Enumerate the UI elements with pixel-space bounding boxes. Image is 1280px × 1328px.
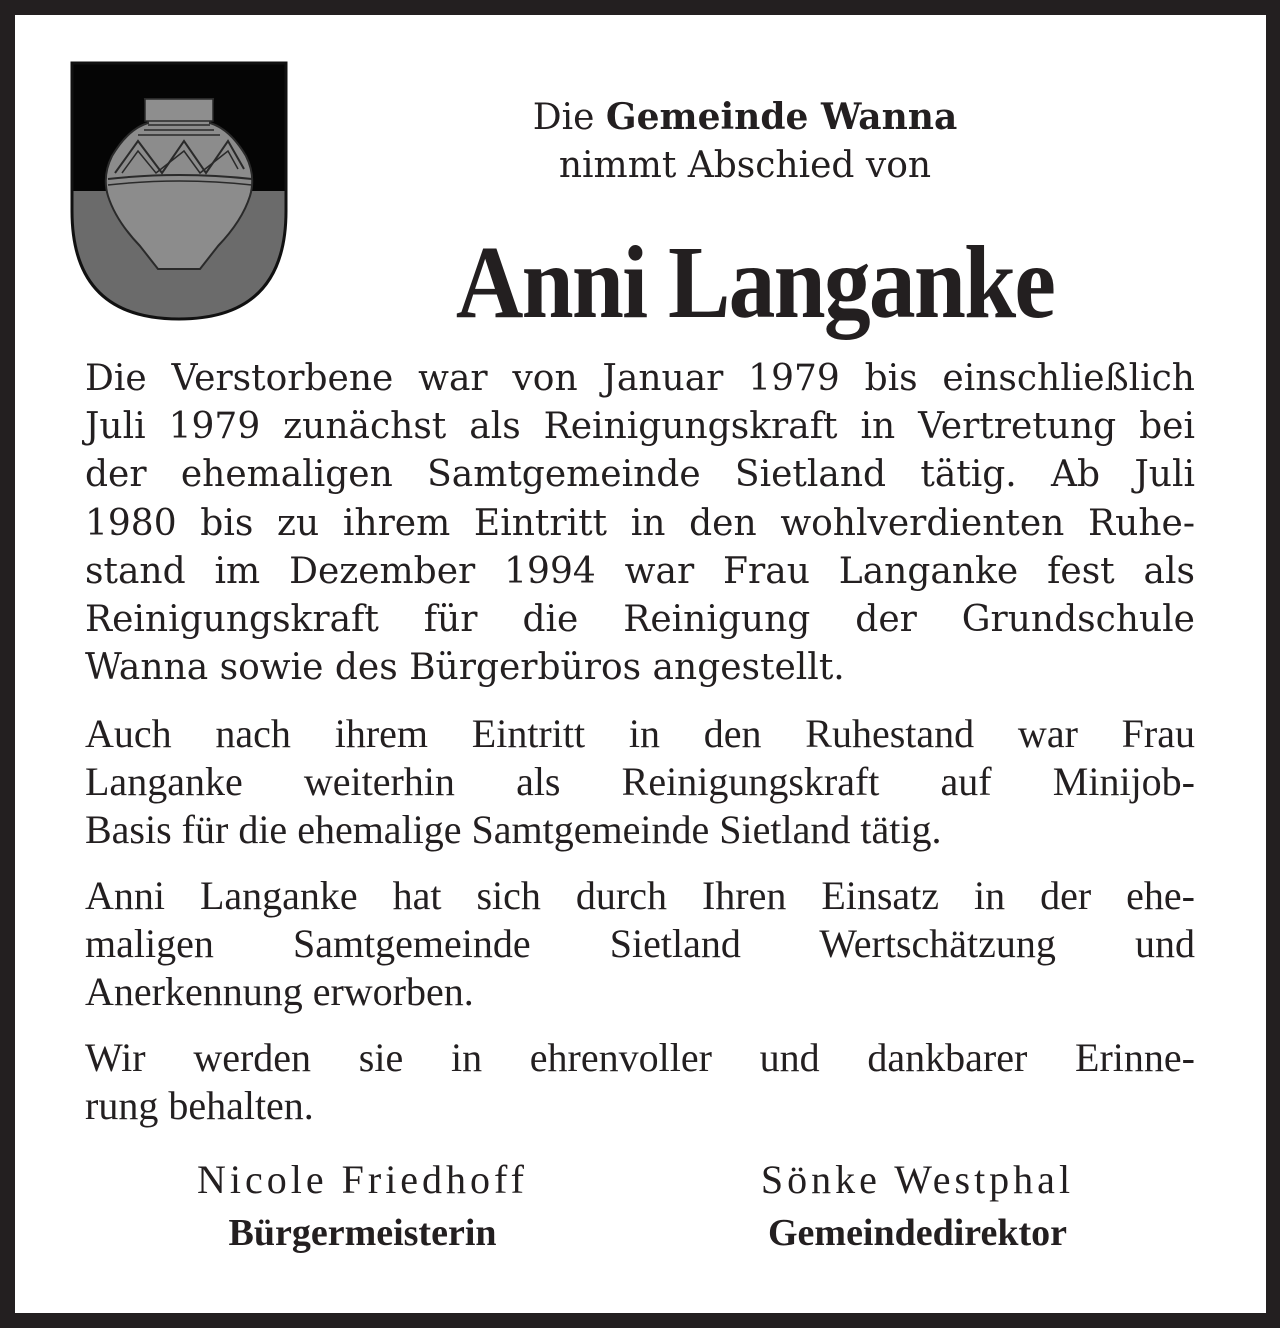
signatory-name: Nicole Friedhoff bbox=[197, 1157, 528, 1202]
signatory-name: Sönke Westphal bbox=[760, 1157, 1075, 1202]
signatures bbox=[85, 1155, 1195, 1261]
header-line-2: nimmt Abschied von bbox=[558, 145, 932, 186]
signatory-title: Bürgermeisterin bbox=[228, 1212, 497, 1254]
paragraph-1 bbox=[85, 355, 1195, 692]
deceased-name: Anni Langanke bbox=[455, 225, 1055, 340]
text-line: stand im Dezember 1994 war Frau Langanke fest als bbox=[85, 550, 1195, 592]
text-line: der ehemaligen Samtgemeinde Sietland tätig. Ab Juli bbox=[85, 454, 1195, 496]
text-line: Wir werden sie in ehrenvoller und dankbarer Erinne- bbox=[85, 1035, 1195, 1081]
signature-mayor bbox=[85, 1155, 640, 1261]
text-line: Langanke weiterhin als Reinigungskraft auf Minijob- bbox=[85, 759, 1195, 805]
text-line: Die Verstorbene war von Januar 1979 bis einschließlich bbox=[85, 358, 1195, 399]
text-line: maligen Samtgemeinde Sietland Wertschätzung und bbox=[85, 921, 1195, 967]
text-line: Anerkennung erworben. bbox=[85, 969, 474, 1015]
obituary-body bbox=[85, 355, 1195, 1148]
text-line: Basis für die ehemalige Samtgemeinde Sietland tätig. bbox=[85, 807, 942, 853]
obituary-notice bbox=[15, 15, 1266, 1313]
paragraph-2 bbox=[85, 710, 1195, 854]
text-line: Juli 1979 zunächst als Reinigungskraft in Vertretung bei bbox=[85, 406, 1195, 448]
header bbox=[445, 93, 1045, 190]
text-line: Anni Langanke hat sich durch Ihren Einsatz in der ehe- bbox=[85, 873, 1195, 919]
text-line: Auch nach ihrem Eintritt in den Ruhestand war Frau bbox=[85, 711, 1195, 757]
header-line-1: Die Gemeinde Wanna bbox=[532, 96, 958, 138]
paragraph-3 bbox=[85, 872, 1195, 1016]
municipality-name: Gemeinde Wanna bbox=[605, 96, 958, 138]
text-line: 1980 bis zu ihrem Eintritt in den wohlverdienten Ruhe- bbox=[85, 502, 1195, 544]
paragraph-4 bbox=[85, 1034, 1195, 1130]
text-line: Wanna sowie des Bürgerbüros angestellt. bbox=[85, 647, 845, 689]
coat-of-arms-urn-icon bbox=[70, 61, 288, 321]
signature-director bbox=[640, 1155, 1195, 1261]
text-line: rung behalten. bbox=[85, 1083, 314, 1129]
text-line: Reinigungskraft für die Reinigung der Grundschule bbox=[85, 599, 1195, 641]
signatory-title: Gemeindedirektor bbox=[767, 1212, 1068, 1254]
